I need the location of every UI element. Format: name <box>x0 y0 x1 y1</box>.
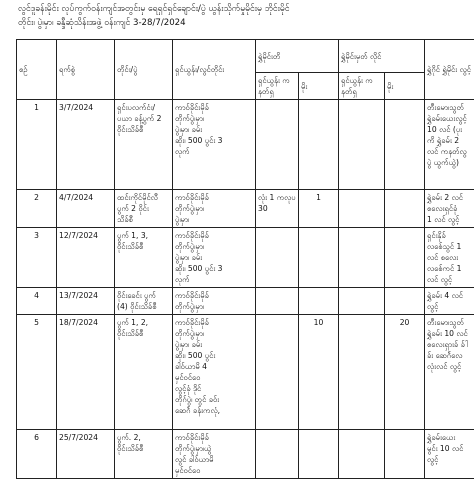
table-header-row <box>17 40 474 73</box>
cell-b <box>299 100 339 190</box>
cell-a <box>256 315 299 430</box>
table-row <box>17 315 474 430</box>
cell-d <box>385 190 425 228</box>
cell-description: ကာဝ်ခိုင်းမိုခ် တိုက်ပွဲ၊မှာ၊ ပွဲ၊မှာ၊ <box>173 190 256 228</box>
cell-d <box>385 100 425 190</box>
cell-a <box>256 100 299 190</box>
cell-remark: တီးမော၊သွတ် ရွှဲခမ်းယေးလွင့် 10 လင် (ပုး ကိ ရွှဲခမ်း 2 လင် ကနတ်လွ ပွဲ ယွက်ယွဲ) <box>425 100 474 190</box>
header-group-1: ရွှဲမိုင်းတိ <box>256 40 339 73</box>
cell-description: ကာဝ်ခိုင်းမိုခ် တိုက်ပွဲ၊မှာ၊ ပွဲ၊မှာ၊ ခမ်း ဆိုး၊ 500 ပွင်း 3 လုက် <box>173 228 256 288</box>
cell-remark: ရှင်းနိုခ် လစ်ေသွင် 1 လင် စလေး လစ်ေကင် 1 လင် လွင့် <box>425 228 474 288</box>
cell-c <box>339 190 385 228</box>
cell-b: 1 <box>299 190 339 228</box>
cell-no: 6 <box>17 430 57 479</box>
cell-c <box>339 430 385 479</box>
cell-place: ပွက်. 2, ဝိုင်းသိခ်စီ <box>115 430 173 479</box>
cell-place: ပွက် 1, 3, ဝိုင်းသိခ်စီ <box>115 228 173 288</box>
cell-no: 2 <box>17 190 57 228</box>
cell-b <box>299 228 339 288</box>
cell-c <box>339 100 385 190</box>
cell-place: ဝိုင်းခေင်း ပွက် (4) ဝိုင်းသိခ်စီ <box>115 288 173 315</box>
cell-d <box>385 228 425 288</box>
cell-a <box>256 430 299 479</box>
cell-remark: ရွှဲခမ်း 2 လင် စလေးရှင်ခုံ 1 လင် လွင့် <box>425 190 474 228</box>
cell-date: 18/7/2024 <box>57 315 115 430</box>
header-group-2: ရွှဲမိုင်းမှတ် လိုင် <box>339 40 425 73</box>
subheader-a: ရှင်ယွန်း ကနတ်ရှ <box>256 73 299 100</box>
table-row <box>17 430 474 479</box>
cell-description: ကာဝ်ခိုင်းမိုခ် တိုက်ပွဲ၊မှာ၊ ပွဲ၊မှာ၊ ခမ်း ဆိုး၊ 500 ပွင်း ခါဝ်ယာမိ 4 မှင်ဝင်ဝေ လွင့်ခုံ ဒိုင် တိုဂ်ပွဲ၊ တွင် ခဝ်း ဆေဂ်ဲ ခန်းကလုံ, <box>173 315 256 430</box>
table-row <box>17 190 474 228</box>
cell-description: ကာဝ်ခိုင်းမိုခ် တိုက်ပွဲ၊မှာ၊ ပွဲ၊မှာ၊ ခမ်း ဆိုး၊ 500 ပွင်း 3 လုက် <box>173 100 256 190</box>
cell-remark: ရွှဲခမ်းယေး မွင်း 10 လင် လွင့် <box>425 430 474 479</box>
header-date: ရက်စွဲ <box>57 40 115 100</box>
cell-date: 12/7/2024 <box>57 228 115 288</box>
table-row <box>17 228 474 288</box>
header-place: တိုင်း/ပွဲ <box>115 40 173 100</box>
cell-b <box>299 430 339 479</box>
cell-c <box>339 288 385 315</box>
subheader-c: ရှင်ယွန်း ကနတ်ရှ <box>339 73 385 100</box>
cell-c <box>339 315 385 430</box>
cell-date: 4/7/2024 <box>57 190 115 228</box>
cell-no: 4 <box>17 288 57 315</box>
cell-a <box>256 288 299 315</box>
table-row <box>17 100 474 190</box>
cell-no: 5 <box>17 315 57 430</box>
cell-b: 10 <box>299 315 339 430</box>
cell-remark: တီးမော၊သွတ် ရွှဲခမ်း 10 လင် စလေးရှားခ် ခ်ါ ခ်း ဆေဂ်ဲလေ လုံးလင် လွင့် <box>425 315 474 430</box>
cell-d <box>385 430 425 479</box>
cell-description: ကာဝ်ခိုင်းမိုခ် တိုက်ပွဲ၊မှာ၊ <box>173 288 256 315</box>
cell-remark: ရွှဲခမ်း 4 လင် လွင့် <box>425 288 474 315</box>
cell-b <box>299 288 339 315</box>
report-table <box>16 39 474 479</box>
cell-place: ပွက် 1, 2, ဝိုင်းသိခ်စီ <box>115 315 173 430</box>
cell-a: လုံး 1 ကလုပ 30 <box>256 190 299 228</box>
cell-date: 25/7/2024 <box>57 430 115 479</box>
cell-place: ထင်းကိုင်မိုင်လီ ပွက် 2 ဝိုင်း သိခ်စီ <box>115 190 173 228</box>
subheader-d: မိုး <box>385 73 425 100</box>
header-remark: ရွှဲဂိုင် ရွှဲမိုင်း လွင့် <box>425 40 474 100</box>
header-no: စဉ် <box>17 40 57 100</box>
cell-d: 20 <box>385 315 425 430</box>
cell-a <box>256 228 299 288</box>
cell-d <box>385 288 425 315</box>
document-title: လွင်ဒူခန်းမိုင်း လုပ်ကွက်ဝန်းကျင်အတွင်းမှ ရေရှင်ရှင်ချောင်း/ပွဲ ယွန်းသိုက်မှုမိုင်းမှ ဘိုင်းမိုင် တိုင်း၊ ပွဲ၊မှာ၊ ခန္ဒီဆုံသိန်းအဖွဲ့ ဝန်းကျင် 3-28/7/2024 <box>18 4 290 28</box>
subheader-b: မိုး <box>299 73 339 100</box>
table-row <box>17 288 474 315</box>
cell-date: 13/7/2024 <box>57 288 115 315</box>
cell-place: ရှင်းပလက်ငံး/ ပယာ ခန့်ပွက် 2 ဝိုင်းသိခ်စီ <box>115 100 173 190</box>
header-description: ရှင်ယွန်း/လွင်တိုင်း <box>173 40 256 100</box>
cell-description: ကာဝ်ခိုင်းမိုခ် တိုက်ပွဲ၊မှာ၊ယွဲ လွင် ခါဝ်ယာမိ မှင်ဝင်ဝေ <box>173 430 256 479</box>
cell-no: 3 <box>17 228 57 288</box>
cell-no: 1 <box>17 100 57 190</box>
cell-date: 3/7/2024 <box>57 100 115 190</box>
cell-c <box>339 228 385 288</box>
